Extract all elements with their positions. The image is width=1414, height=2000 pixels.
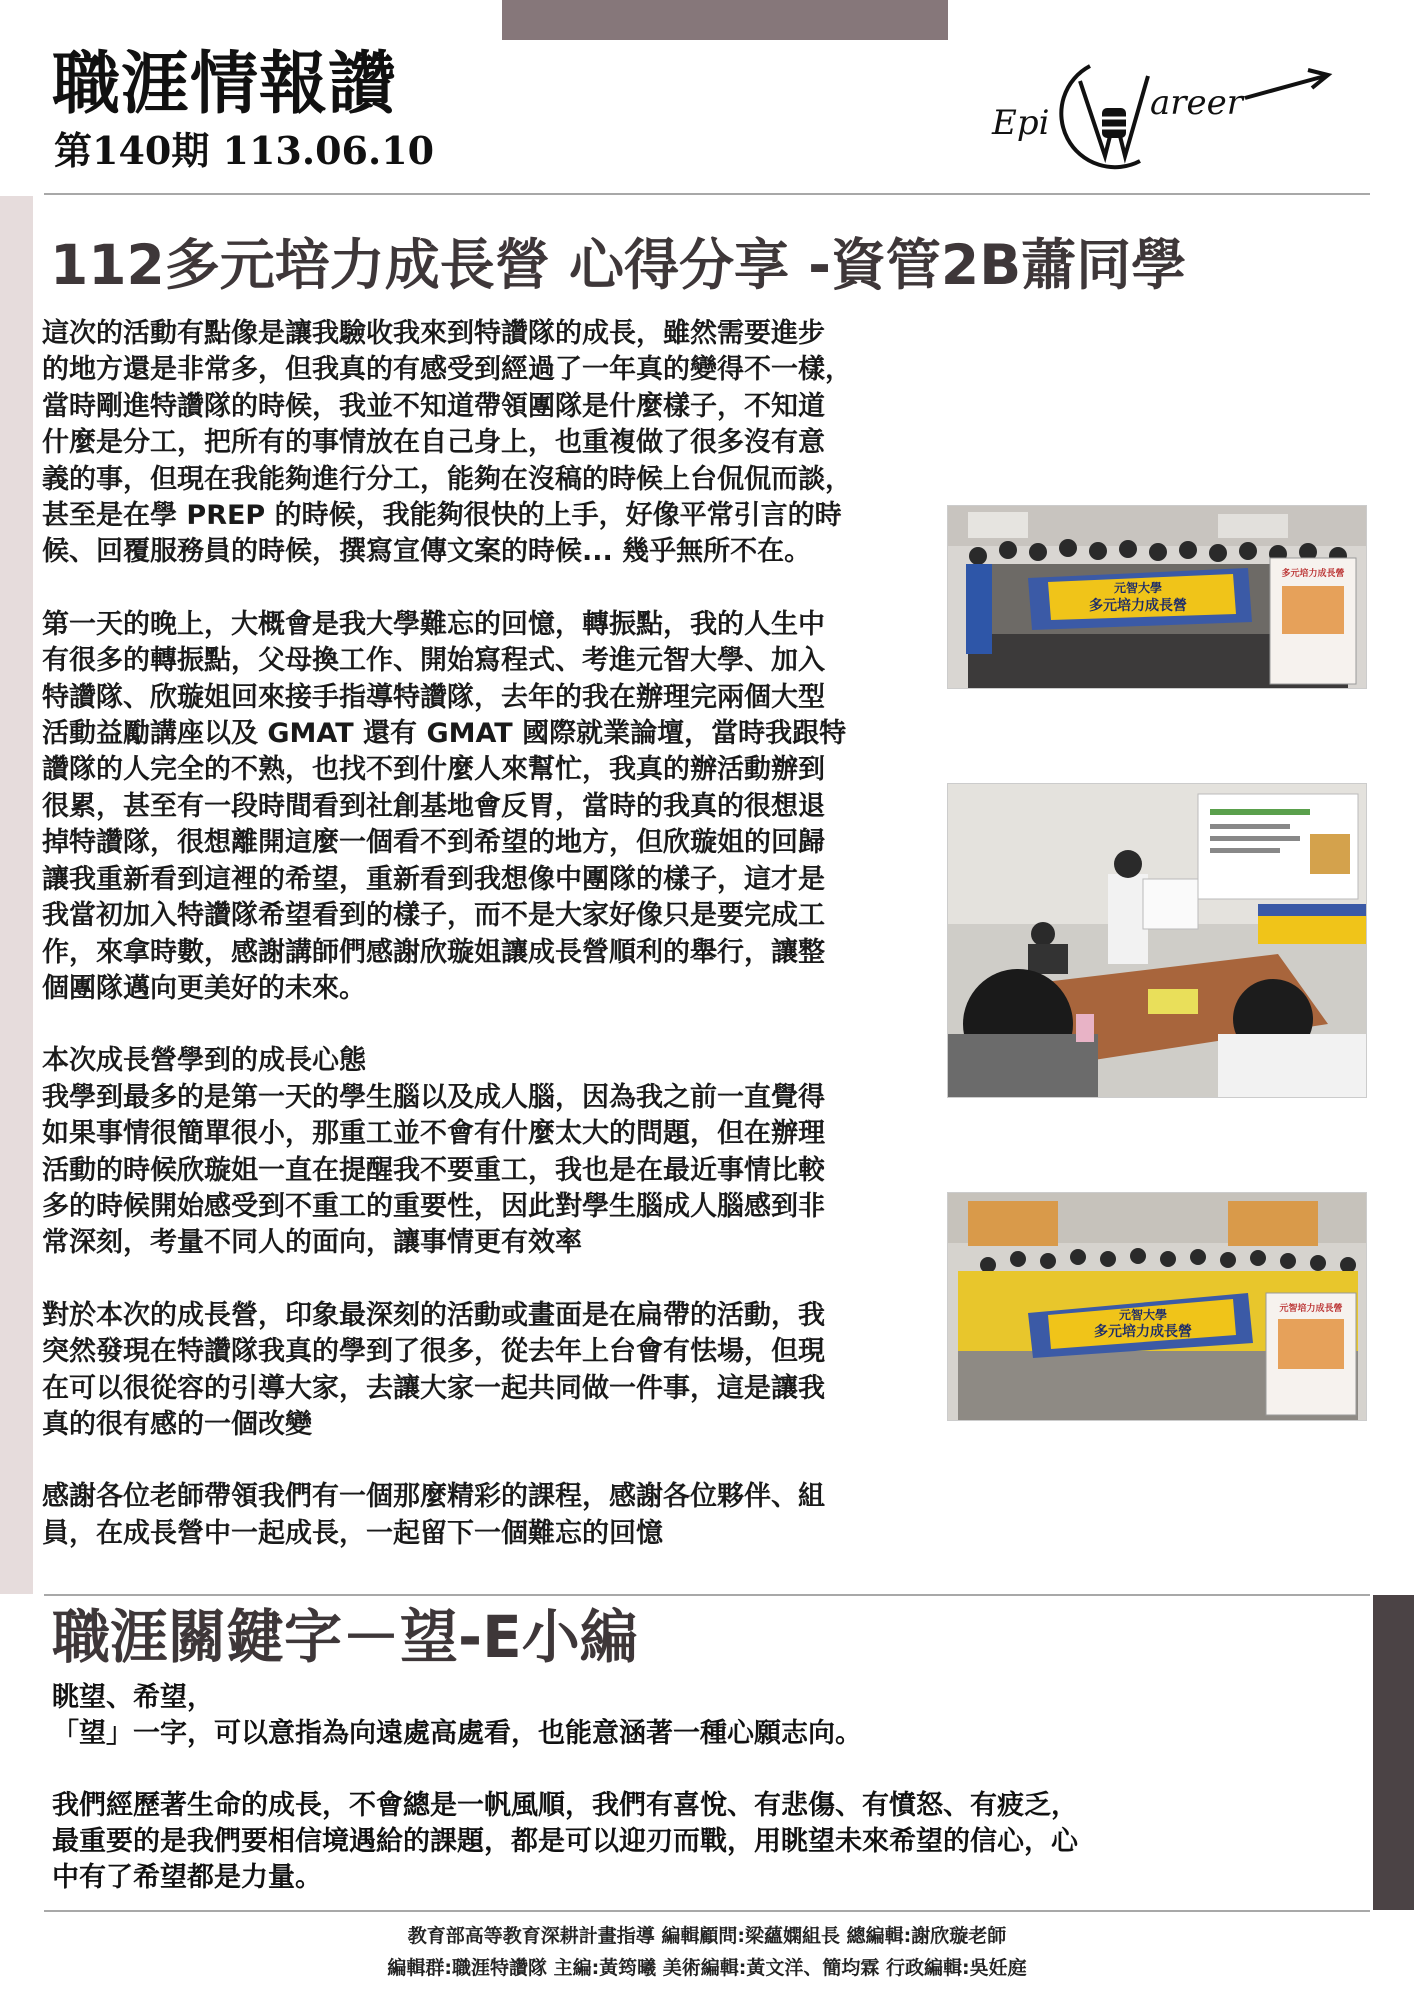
epicareer-logo — [990, 46, 1335, 176]
footer-credits-line1: 教育部高等教育深耕計畫指導 編輯顧問:梁蘊嫻組長 總編輯:謝欣璇老師 — [407, 1925, 1007, 1947]
group-photo-2 — [947, 1192, 1367, 1421]
top-decor-bar — [502, 0, 948, 40]
poster-text: 元智培力成長營 — [1279, 1304, 1343, 1314]
article-paragraph: 本次成長營學到的成長心態 我學到最多的是第一天的學生腦以及成人腦，因為我之前一直覺得 如果事情很簡單很小，那重工並不會有什麼太大的問題，但在辦理 活動的時候欣璇姐一直在提醒我不要重工，我也是在最近事情比較 多的時候開始感受到不重工的重要性，因此對學生腦成人腦感到非 常深刻，考量不同人的面向，讓事情更有效率 — [42, 1045, 825, 1259]
banner-text: 元智大學 — [1113, 581, 1163, 595]
keyword-title: 職涯關鍵字－望-E小編 — [52, 1603, 638, 1671]
classroom-photo — [947, 783, 1367, 1098]
footer-divider — [44, 1910, 1370, 1912]
header-divider — [44, 193, 1370, 195]
banner-text: 多元培力成長營 — [1089, 598, 1187, 614]
keyword-paragraph: 我們經歷著生命的成長，不會總是一帆風順，我們有喜悅、有悲傷、有憤怒、有疲乏， 最重要的是我們要相信境遇給的課題，都是可以迎刃而戰，用眺望未來希望的信心，心 中有了希望都是力量。 — [52, 1790, 1078, 1893]
newsletter-title: 職涯情報讚 — [52, 44, 398, 124]
article-body — [42, 316, 922, 1588]
right-decor-bar — [1373, 1595, 1414, 1910]
banner-text: 多元培力成長營 — [1094, 1324, 1192, 1340]
article-paragraph: 感謝各位老師帶領我們有一個那麼精彩的課程，感謝各位夥伴、組 員，在成長營中一起成長，一起留下一個難忘的回憶 — [42, 1481, 825, 1549]
section-divider — [44, 1594, 1370, 1596]
keyword-paragraph: 眺望、希望， 「望」一字，可以意指為向遠處高處看，也能意涵著一種心願志向。 — [52, 1682, 862, 1749]
logo-text-right: areer — [1150, 83, 1244, 123]
logo-text-left: Epi — [992, 103, 1050, 143]
article-paragraph: 對於本次的成長營，印象最深刻的活動或畫面是在扁帶的活動，我 突然發現在特讚隊我真的學到了很多，從去年上台會有怯場，但現 在可以很從容的引導大家，去讓大家一起共同做一件事，這是讓我 真的很有感的一個改變 — [42, 1299, 825, 1440]
issue-number: 第140期 113.06.10 — [54, 128, 435, 173]
article-paragraph: 這次的活動有點像是讓我驗收我來到特讚隊的成長，雖然需要進步 的地方還是非常多，但我真的有感受到經過了一年真的變得不一樣， 當時剛進特讚隊的時候，我並不知道帶領團隊是什麼樣子，不知道 什麼是分工，把所有的事情放在自己身上，也重複做了很多沒有意 義的事，但現在我能夠進行分工，能夠在沒稿的時候上台侃侃而談， 甚至是在學 PREP 的時候，我能夠很快的上手，好像平常引言的時 候、回覆服務員的時候，撰寫宣傳文案的時候... 幾乎無所不在。 — [42, 318, 852, 568]
poster-text: 多元培力成長營 — [1281, 569, 1345, 579]
left-decor-bar — [0, 196, 33, 1594]
banner-text: 元智大學 — [1118, 1308, 1168, 1322]
article-paragraph: 第一天的晚上，大概會是我大學難忘的回憶，轉振點，我的人生中 有很多的轉振點，父母換工作、開始寫程式、考進元智大學、加入 特讚隊、欣璇姐回來接手指導特讚隊，去年的我在辦理完兩個大型 活動益勵講座以及 GMAT 還有 GMAT 國際就業論壇，當時我跟特 讚隊的人完全的不熟，也找不到什麼人來幫忙，我真的辦活動辦到 很累，甚至有一段時間看到社創基地會反胃，當時的我真的很想退 掉特讚隊，很想離開這麼一個看不到希望的地方，但欣璇姐的回歸 讓我重新看到這裡的希望，重新看到我想像中團隊的樣子，這才是 我當初加入特讚隊希望看到的樣子，而不是大家好像只是要完成工 作，來拿時數，感謝講師們感謝欣璇姐讓成長營順利的舉行，讓整 個團隊邁向更美好的未來。 — [42, 608, 847, 1004]
keyword-body — [52, 1680, 1352, 1932]
group-photo-1 — [947, 505, 1367, 689]
article-title: 112多元培力成長營 心得分享 -資管2B蕭同學 — [50, 233, 1187, 297]
footer-credits-line2: 編輯群:職涯特讚隊 主編:黃筠曦 美術編輯:黃文洋、簡均霖 行政編輯:吳妊庭 — [387, 1957, 1027, 1979]
